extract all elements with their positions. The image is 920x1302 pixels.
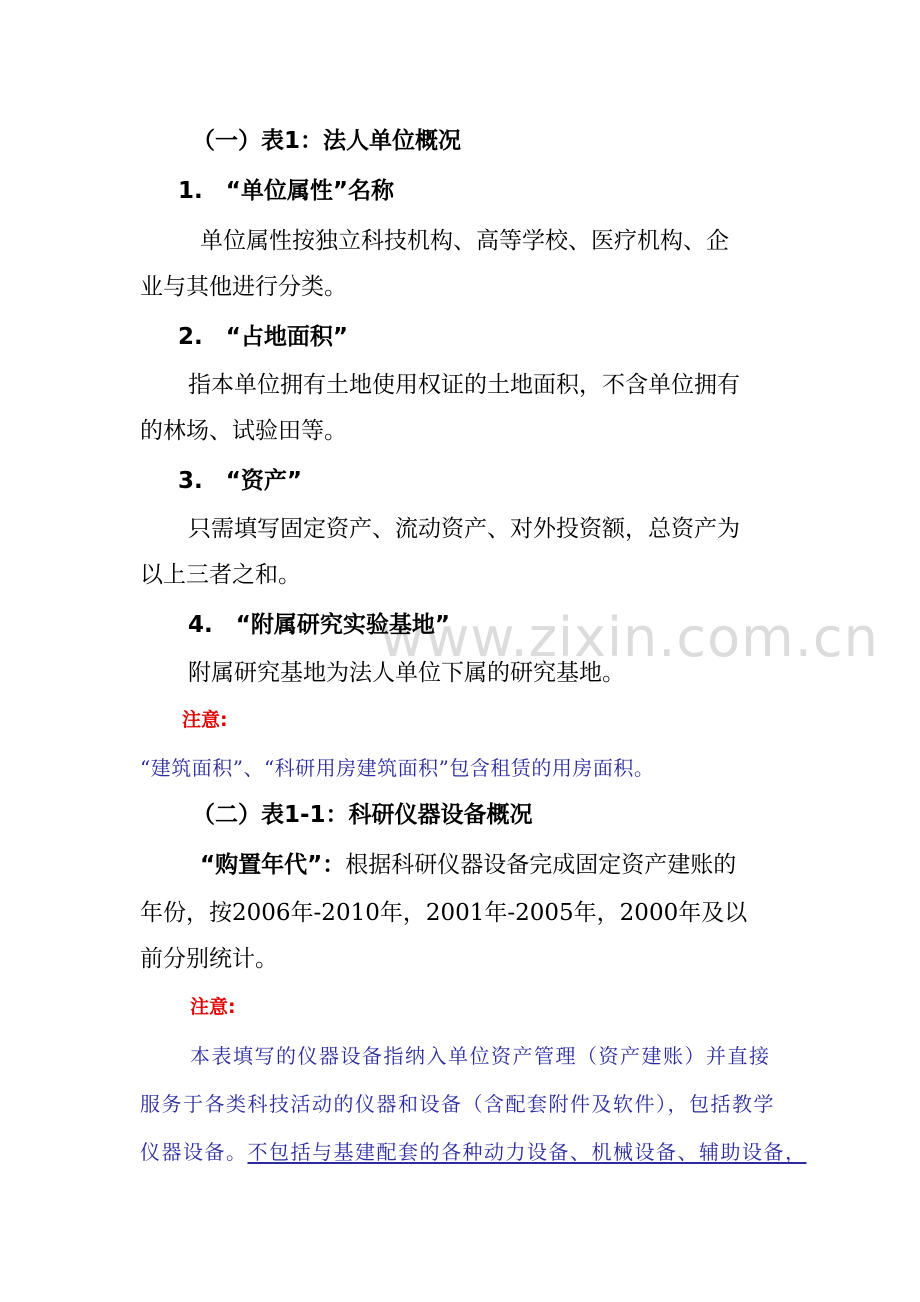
section-heading-2: （二）表1-1：科研仪器设备概况 [192, 802, 533, 828]
item-body-2a: 指本单位拥有土地使用权证的土地面积，不含单位拥有 [188, 372, 740, 398]
note-text-2b: 服务于各类科技活动的仪器和设备（含配套附件及软件），包括教学 [140, 1092, 775, 1116]
item-title-3: 3. “资产” [178, 468, 302, 494]
item-title-2: 2. “占地面积” [178, 324, 348, 350]
item-body-3a: 只需填写固定资产、流动资产、对外投资额，总资产为 [188, 516, 740, 542]
note-text-2c-underlined: 不包括与基建配套的各种动力设备、机械设备、辅助设备， [247, 1140, 807, 1164]
item-body-1a: 单位属性按独立科技机构、高等学校、医疗机构、企 [200, 228, 729, 254]
item-body-2b: 的林场、试验田等。 [140, 418, 347, 444]
purchase-term: “购置年代”： [200, 852, 346, 878]
note-text-2a: 本表填写的仪器设备指纳入单位资产管理（资产建账）并直接 [190, 1044, 771, 1068]
item-body-4: 附属研究基地为法人单位下属的研究基地。 [188, 660, 625, 686]
section-heading-1: （一）表1：法人单位概况 [192, 128, 462, 154]
note-text-2c-plain: 仪器设备。 [140, 1140, 248, 1164]
purchase-line-2: 年份，按2006年-2010年，2001年-2005年，2000年及以 [140, 900, 748, 926]
note-text-2c [140, 1136, 807, 1165]
purchase-text-1: 根据科研仪器设备完成固定资产建账的 [345, 852, 737, 878]
purchase-line-3: 前分别统计。 [140, 946, 278, 972]
item-title-4: 4. “附属研究实验基地” [188, 612, 450, 638]
note-text-1: “建筑面积”、“科研用房建筑面积”包含租赁的用房面积。 [140, 756, 655, 780]
note-label-2: 注意: [190, 996, 236, 1018]
note-label-1: 注意: [182, 709, 228, 731]
watermark: www.zixin.com.cn [380, 606, 879, 669]
item-title-1: 1. “单位属性”名称 [178, 178, 394, 204]
item-body-3b: 以上三者之和。 [140, 562, 301, 588]
item-body-1b: 业与其他进行分类。 [140, 274, 347, 300]
purchase-line-1 [200, 846, 736, 879]
